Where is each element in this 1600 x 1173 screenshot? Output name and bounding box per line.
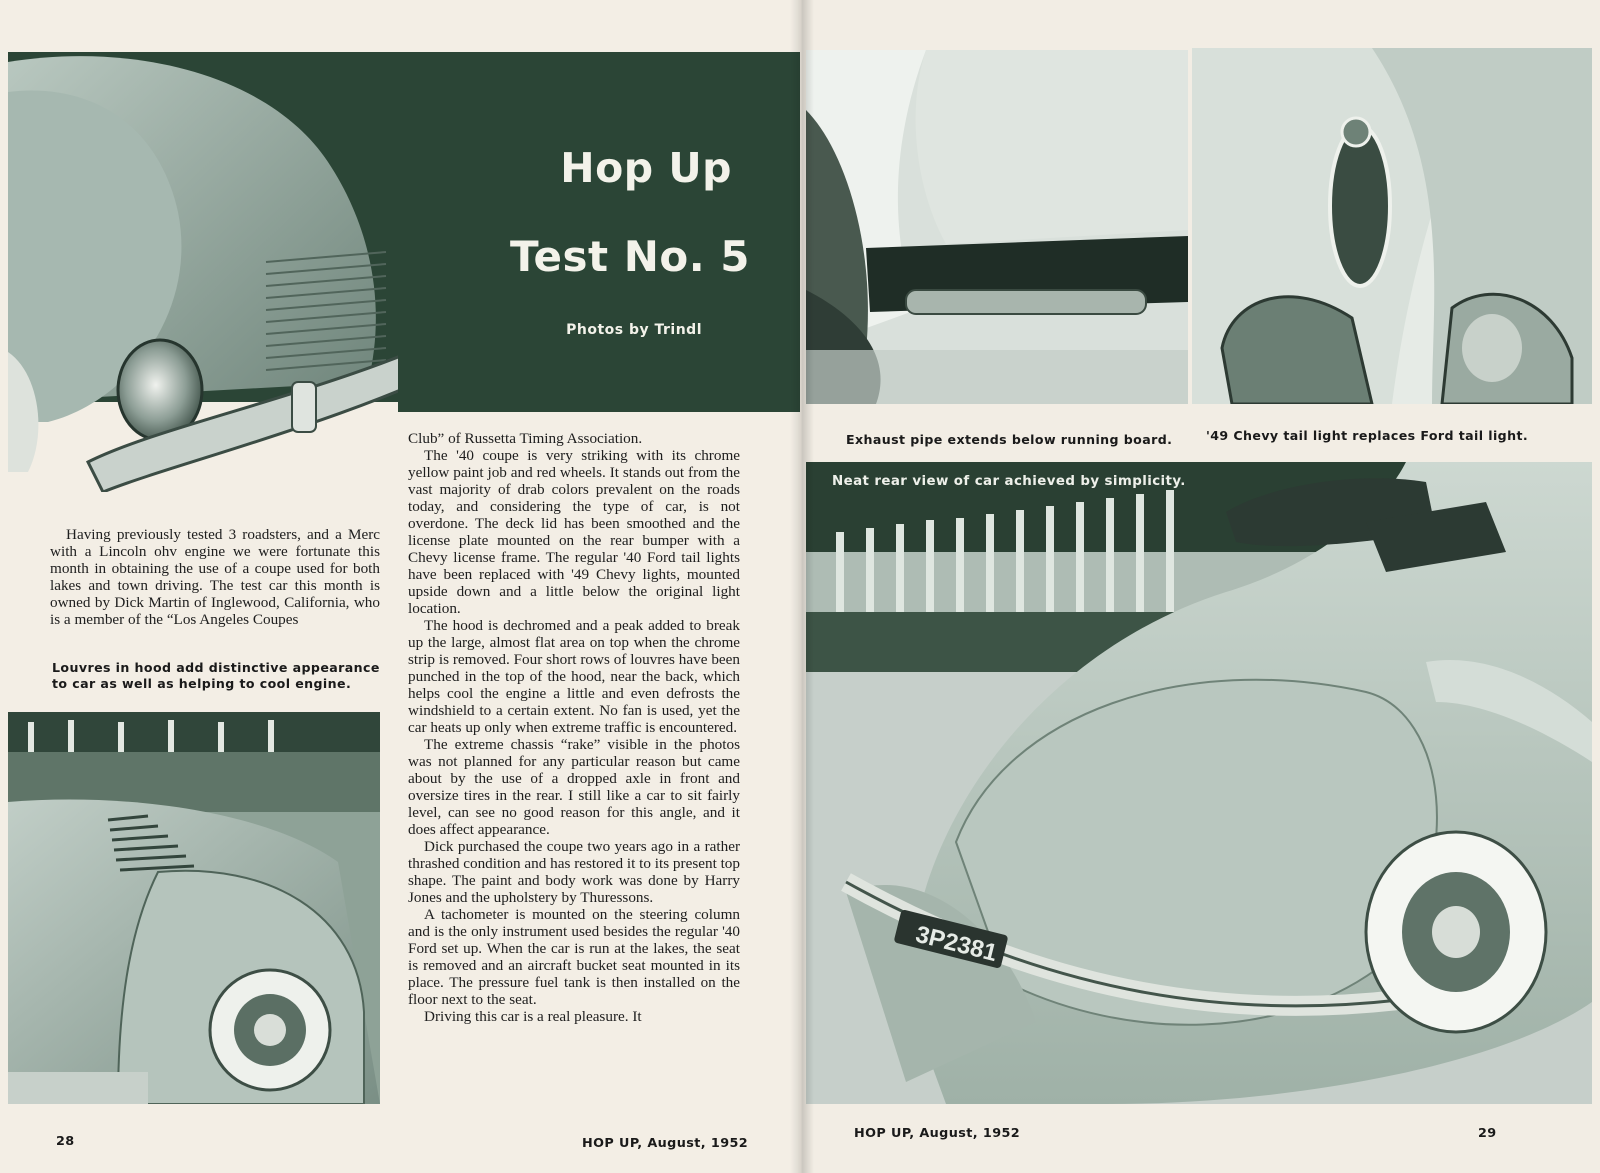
photo-credit: Photos by Trindl	[566, 322, 702, 338]
paragraph: The '40 coupe is very striking with its chrome yellow paint job and red wheels. It stands out from the vast majority of drab colors prevalent on the roads today, and considering the type of car, is not overdone. The deck lid has been smoothed and the license plate mounted on the rear bumper with a Chevy license frame. The regular '40 Ford tail lights have been replaced with '49 Chevy lights, mounted upside down and a little below the original light location.	[408, 447, 740, 617]
tail-light-caption: '49 Chevy tail light replaces Ford tail light.	[1206, 428, 1529, 443]
paragraph: Having previously tested 3 roadsters, and a Merc with a Lincoln ohv engine we were fortunate this month in obtaining the use of a coupe used for both lakes and town driving. The test car this month is owned by Dick Martin of Inglewood, California, who is a member of the “Los Angeles Coupes	[50, 526, 380, 628]
paragraph: Club” of Russetta Timing Association.	[408, 430, 643, 447]
paragraph: A tachometer is mounted on the steering column and is the only instrument used besides the regular '40 Ford set up. When the car is run at the lakes, the seat is removed and an aircraft bucket seat mounted in its place. The pressure fuel tank is then installed on the floor next to the seat.	[408, 906, 740, 1008]
page-gutter	[790, 0, 814, 1173]
paragraph: Dick purchased the coupe two years ago in a rather thrashed condition and has restored it to its present top shape. The paint and body work was done by Harry Jones and the upholstery by Thuressons.	[408, 838, 740, 906]
rear-view-photo	[806, 462, 1592, 1104]
hood-louvres-photo	[8, 712, 380, 1104]
louvres-caption: Louvres in hood add distinctive appearance to car as well as helping to cool engine.	[52, 660, 380, 691]
title-line-2: Test No. 5	[509, 232, 750, 281]
paragraph: Driving this car is a real pleasure. It	[424, 1008, 642, 1025]
paragraph: The hood is dechromed and a peak added to break up the large, almost flat area on top when the chrome strip is removed. Four short rows of louvres have been punched in the top of the hood, near the back, which helps cool the engine a little and even defrosts the windshield to a certain extent. No fan is used, yet the car heats up only when extreme traffic is encountered.	[408, 617, 740, 736]
title-block	[398, 52, 800, 412]
article-column-1	[50, 526, 380, 628]
license-plate-number: 3P2381	[912, 920, 1000, 968]
rear-view-caption: Neat rear view of car achieved by simplicity.	[832, 474, 1186, 489]
paragraph: The extreme chassis “rake” visible in the photos was not planned for any particular reason but came about by the use of a dropped axle in front and oversize tires in the rear. I still like a car to sit fairly level, can see no good reason for this angle, and it does affect appearance.	[408, 736, 740, 838]
page-number-right: 29	[1478, 1126, 1497, 1141]
title-line-1: Hop Up	[560, 144, 732, 192]
page-number-left: 28	[56, 1134, 75, 1149]
exhaust-caption: Exhaust pipe extends below running board.	[846, 432, 1173, 447]
footer-magazine-left: HOP UP, August, 1952	[582, 1136, 749, 1151]
tail-light-photo	[1192, 48, 1592, 404]
article-column-2	[408, 430, 740, 1025]
exhaust-photo	[806, 50, 1188, 404]
footer-magazine-right: HOP UP, August, 1952	[854, 1126, 1021, 1141]
